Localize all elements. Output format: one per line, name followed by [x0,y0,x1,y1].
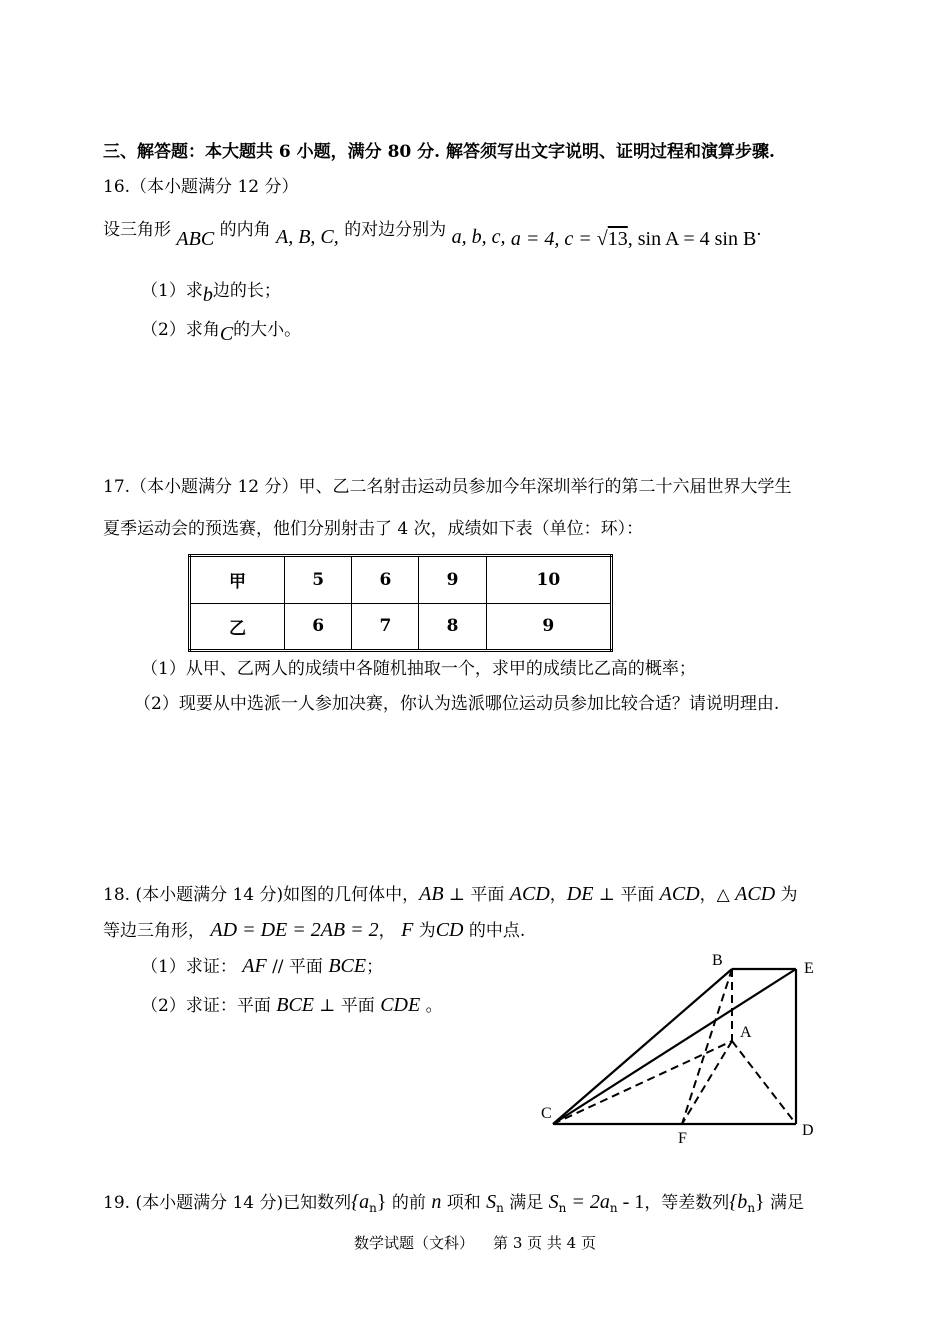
score-cell: 9 [419,556,486,604]
table-row [190,556,612,604]
q17-line1: 17.（本小题满分 12 分）甲、乙二名射击运动员参加今年深圳举行的第二十六届世界大学生 [103,477,792,497]
score-cell: 10 [486,556,611,604]
q18-line2: 等边三角形， AD = DE = 2AB = 2， F 为CD 的中点. [103,919,526,941]
label-d: D [802,1122,814,1139]
edge-ce [553,969,796,1124]
q17-part2: （2）现要从中选派一人参加决赛，你认为选派哪位运动员参加比较合适？请说明理由. [134,694,780,714]
q17-line2: 夏季运动会的预选赛，他们分别射击了 4 次，成绩如下表（单位：环）： [103,519,644,539]
row-name: 乙 [190,603,285,651]
q16-part2: （2）求角C的大小。 [141,320,302,345]
edge-ca [553,1041,732,1124]
section-heading: 三、解答题：本大题共 6 小题，满分 80 分. 解答须写出文字说明、证明过程和演算步骤. [103,142,775,162]
row-name: 甲 [190,556,285,604]
score-cell: 5 [285,556,352,604]
score-table [188,554,613,652]
label-b: B [712,952,723,969]
score-cell: 6 [285,603,352,651]
score-cell: 9 [486,603,611,651]
edge-cb [553,969,732,1124]
label-e: E [804,960,814,977]
q16-statement: 设三角形 ABC 的内角 A, B, C, 的对边分别为 a, b, c, a = 4, c = √13, sin A = 4 sin B. [103,220,762,250]
label-a: A [740,1024,752,1041]
score-cell: 6 [352,556,419,604]
edge-ad [732,1041,796,1124]
q16-header: 16.（本小题满分 12 分） [103,177,299,197]
q19-line1: 19. (本小题满分 14 分)已知数列$\{a_n\}$ 的前 n 项和 $S_n$ 满足 $S_n = 2a_n - 1$，等差数列$\{b_n\}$ 满足 [103,1191,805,1215]
label-f: F [678,1130,687,1147]
score-cell: 7 [352,603,419,651]
edge-bf [682,969,732,1124]
q18-line1: 18. (本小题满分 14 分)如图的几何体中，AB ⊥ 平面 ACD，DE ⊥ 平面 ACD，△ ACD 为 [103,883,798,905]
table-row [190,603,612,651]
q18-part2: （2）求证：平面 BCE ⊥ 平面 CDE 。 [141,994,443,1016]
q17-part1: （1）从甲、乙两人的成绩中各随机抽取一个，求甲的成绩比乙高的概率； [141,659,696,679]
page-footer: 数学试题（文科） 第 3 页 共 4 页 [353,1234,596,1252]
label-c: C [541,1105,552,1122]
q16-part1: （1）求b边的长； [141,281,281,306]
q18-part1: （1）求证： AF // 平面 BCE； [141,955,384,977]
score-cell: 8 [419,603,486,651]
geometry-figure [520,940,840,1155]
